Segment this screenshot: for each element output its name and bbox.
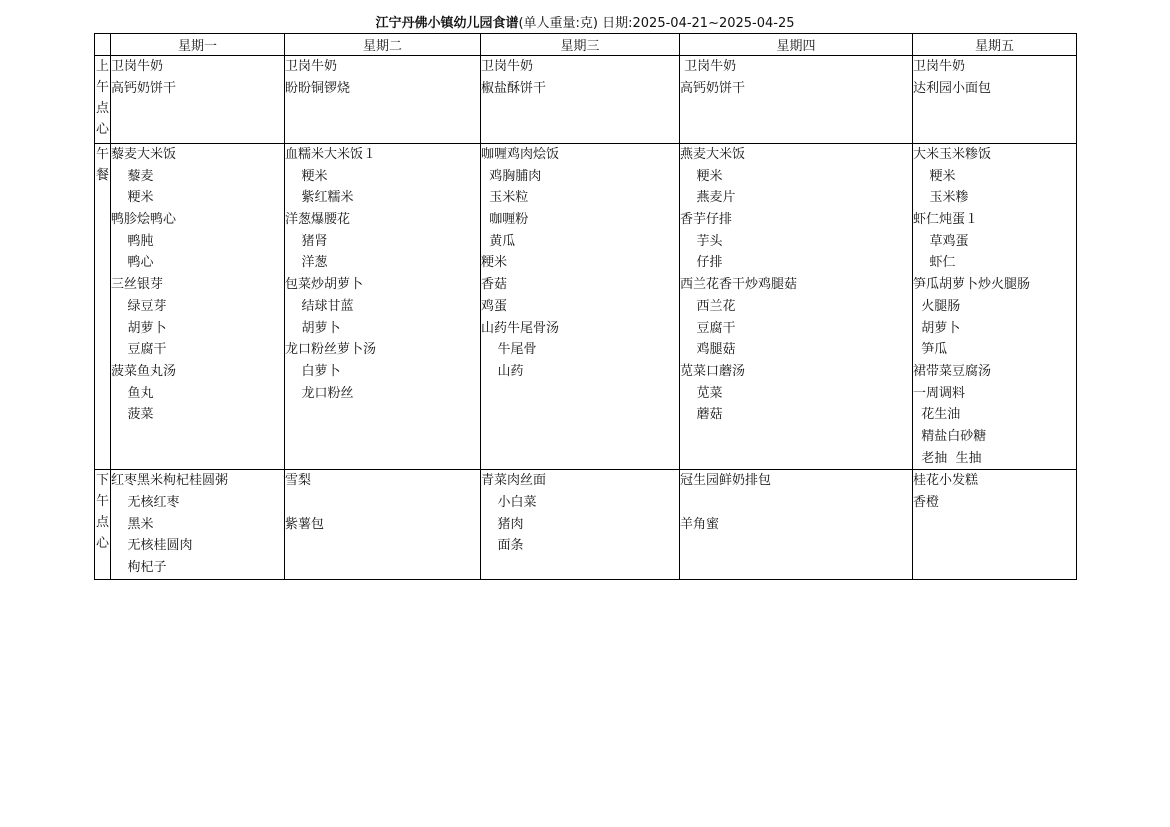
menu-item: 高钙奶饼干 [680, 80, 746, 96]
day-header: 星期三 [481, 34, 680, 56]
menu-item: 白萝卜 [285, 363, 341, 379]
menu-item: 胡萝卜 [285, 320, 341, 336]
menu-item: 面条 [481, 538, 524, 554]
school-name: 江宁丹佛小镇幼儿园食谱 [375, 16, 519, 31]
menu-item: 卫岗牛奶 [111, 59, 164, 74]
menu-item: 苋菜口蘑汤 [680, 363, 746, 379]
menu-cell [913, 56, 1077, 144]
menu-item: 鸡腿菇 [680, 342, 736, 358]
menu-item: 卫岗牛奶 [913, 59, 966, 74]
menu-item: 洋葱 [285, 255, 328, 271]
menu-item: 黑米 [111, 516, 154, 532]
menu-table [94, 33, 1077, 580]
day-header: 星期一 [111, 34, 285, 56]
menu-cell [913, 144, 1077, 470]
meal-row-afternoon-snack [95, 470, 1077, 579]
menu-item: 精盐白砂糖 [913, 428, 987, 444]
menu-item: 燕麦大米饭 [680, 147, 746, 162]
menu-item: 青菜肉丝面 [481, 473, 547, 489]
menu-cell [680, 144, 913, 470]
page-title [0, 15, 1170, 33]
menu-item: 红枣黑米枸杞桂圆粥 [111, 473, 229, 489]
menu-item: 结球甘蓝 [285, 298, 354, 314]
menu-item: 鸡蛋 [481, 298, 508, 314]
meal-row-morning-snack [95, 56, 1077, 144]
menu-item: 三丝银芽 [111, 277, 164, 293]
menu-item: 雪梨 [285, 473, 312, 489]
menu-item: 卫岗牛奶 [285, 59, 338, 74]
menu-cell [285, 56, 481, 144]
menu-item: 卫岗牛奶 [680, 59, 737, 74]
menu-item: 小白菜 [481, 495, 537, 510]
menu-item: 藜麦 [111, 168, 154, 184]
menu-item: 西兰花 [680, 298, 736, 314]
menu-item: 猪肾 [285, 233, 328, 249]
menu-item: 豆腐干 [111, 342, 167, 358]
corner-cell [95, 34, 111, 56]
menu-item: 燕麦片 [680, 190, 736, 206]
menu-item: 鸭胗烩鸭心 [111, 212, 177, 228]
menu-item: 紫红糯米 [285, 190, 354, 206]
menu-item: 一周调料 [913, 385, 966, 401]
meal-row-lunch [95, 144, 1077, 470]
menu-item: 无核红枣 [111, 495, 180, 510]
menu-cell [111, 470, 285, 579]
menu-item: 豆腐干 [680, 320, 736, 336]
menu-item: 羊角蜜 [680, 516, 720, 532]
menu-item: 虾仁 [913, 255, 956, 271]
menu-item: 老抽 生抽 [913, 450, 982, 466]
menu-item: 大米玉米糁饭 [913, 147, 992, 162]
menu-item: 粳米 [481, 255, 508, 271]
menu-item: 龙口粉丝 [285, 385, 354, 401]
menu-item: 鸭心 [111, 255, 154, 271]
menu-item: 胡萝卜 [913, 320, 961, 336]
day-header: 星期二 [285, 34, 481, 56]
menu-item: 粳米 [285, 168, 328, 184]
menu-item: 龙口粉丝萝卜汤 [285, 342, 377, 358]
menu-item: 菠菜 [111, 407, 154, 423]
menu-item: 山药 [481, 363, 524, 379]
menu-item: 椒盐酥饼干 [481, 80, 547, 96]
menu-item [680, 492, 912, 514]
menu-item: 山药牛尾骨汤 [481, 320, 560, 336]
menu-cell [481, 56, 680, 144]
menu-item [285, 492, 480, 514]
menu-item: 咖喱鸡肉烩饭 [481, 147, 560, 162]
menu-cell [680, 470, 913, 579]
menu-item: 西兰花香干炒鸡腿菇 [680, 277, 798, 293]
menu-item: 鸡胸脯肉 [481, 168, 542, 184]
menu-item: 盼盼铜锣烧 [285, 80, 351, 96]
title-weight-date: (单人重量:克) 日期:2025-04-21~2025-04-25 [518, 16, 795, 31]
menu-item: 达利园小面包 [913, 80, 992, 96]
day-header: 星期四 [680, 34, 913, 56]
meal-label: 上午点心 [95, 56, 111, 144]
menu-item: 菠菜鱼丸汤 [111, 363, 177, 379]
meal-label: 下午点心 [95, 470, 111, 579]
menu-item: 包菜炒胡萝卜 [285, 277, 364, 293]
menu-item: 洋葱爆腰花 [285, 212, 351, 228]
menu-item: 粳米 [111, 190, 154, 206]
menu-item: 玉米糁 [913, 190, 969, 206]
menu-item: 血糯米大米饭１ [285, 147, 377, 162]
menu-item: 牛尾骨 [481, 342, 537, 358]
menu-item: 苋菜 [680, 385, 723, 401]
menu-cell [481, 470, 680, 579]
menu-item: 笋瓜 [913, 342, 948, 358]
menu-cell [481, 144, 680, 470]
menu-item: 仔排 [680, 255, 723, 271]
menu-item: 笋瓜胡萝卜炒火腿肠 [913, 277, 1031, 293]
menu-item: 虾仁炖蛋１ [913, 212, 979, 228]
menu-item: 花生油 [913, 407, 961, 423]
menu-item: 裙带菜豆腐汤 [913, 363, 992, 379]
menu-item: 香芋仔排 [680, 212, 733, 228]
header-row [95, 34, 1077, 56]
day-header: 星期五 [913, 34, 1077, 56]
menu-item: 猪肉 [481, 516, 524, 532]
menu-item: 高钙奶饼干 [111, 80, 177, 96]
menu-item: 鱼丸 [111, 385, 154, 401]
meal-label: 午餐 [95, 144, 111, 470]
menu-item: 咖喱粉 [481, 212, 529, 228]
menu-item: 蘑菇 [680, 407, 723, 423]
menu-item: 火腿肠 [913, 298, 961, 314]
menu-item: 桂花小发糕 [913, 473, 979, 489]
menu-item: 粳米 [913, 168, 956, 184]
menu-item: 卫岗牛奶 [481, 59, 534, 74]
menu-cell [111, 144, 285, 470]
menu-item: 紫薯包 [285, 516, 325, 532]
menu-cell [285, 470, 481, 579]
menu-item: 草鸡蛋 [913, 233, 969, 249]
menu-item: 粳米 [680, 168, 723, 184]
menu-item: 玉米粒 [481, 190, 529, 206]
menu-item: 黄瓜 [481, 233, 516, 249]
menu-cell [913, 470, 1077, 579]
menu-cell [111, 56, 285, 144]
menu-item: 香菇 [481, 277, 508, 293]
menu-item: 无核桂圆肉 [111, 538, 193, 554]
menu-cell [680, 56, 913, 144]
menu-item: 芋头 [680, 233, 723, 249]
menu-item: 胡萝卜 [111, 320, 167, 336]
menu-item: 绿豆芽 [111, 298, 167, 314]
menu-item: 香橙 [913, 495, 940, 510]
menu-item: 枸杞子 [111, 560, 167, 576]
menu-item: 藜麦大米饭 [111, 147, 177, 162]
menu-cell [285, 144, 481, 470]
menu-item: 冠生园鲜奶排包 [680, 473, 772, 489]
menu-item: 鸭肫 [111, 233, 154, 249]
